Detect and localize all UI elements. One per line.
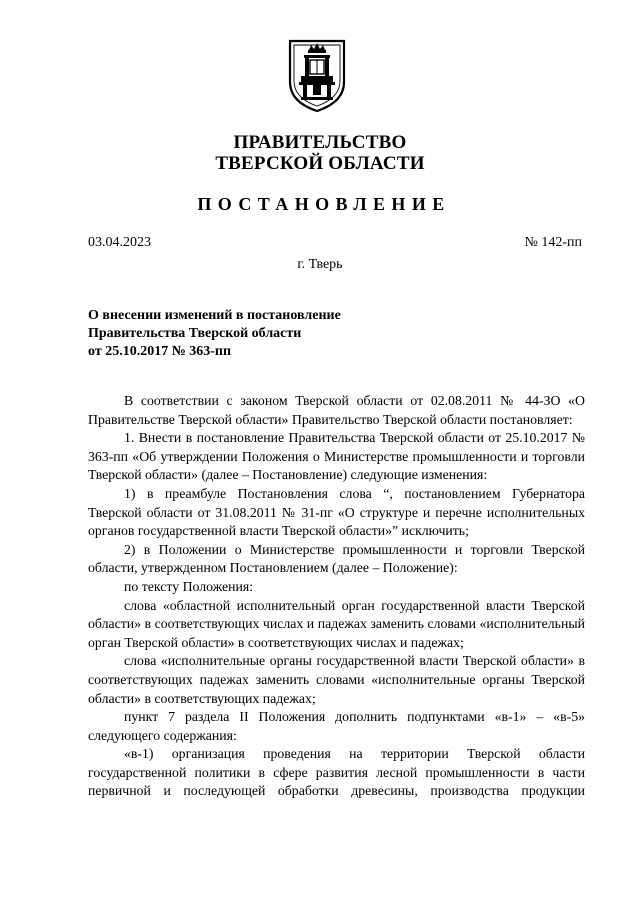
body-paragraph-text-scope: по тексту Положения: [124, 578, 254, 594]
document-date: 03.04.2023 [88, 235, 151, 250]
body-paragraph-add-subitems: пункт 7 раздела II Положения дополнить подпунктами «в-1» – «в-5» следующего содержания: [88, 709, 585, 743]
body-paragraph-preamble: В соответствии с законом Тверской области от 02.08.2011 № 44-ЗО «О Правительстве Тверской области» Правительство Тверской области постановляет: [88, 393, 585, 427]
subject-line-1: О внесении изменений в постановление [88, 308, 341, 323]
body-paragraph-subitem-2: 2) в Положении о Министерстве промышленности и торговли Тверской области, утвержденном Постановлением (далее – Положение): [88, 541, 585, 576]
document-type-title: ПОСТАНОВЛЕНИЕ [197, 194, 451, 214]
government-name-line2: ТВЕРСКОЙ ОБЛАСТИ [215, 153, 425, 174]
body-paragraph-replace-2: слова «исполнительные органы государственной власти Тверской области» в соответствующих падежах заменить словами «исполнительные органы Тверской области» в соответствующих падежах; [88, 653, 585, 706]
body-paragraph-replace-1: слова «областной исполнительный орган государственной власти Тверской области» в соответствующих числах и падежах заменить словами «исполнительный орган Тверской области» в соответствующих числах и падежах; [88, 597, 585, 650]
body-paragraph-subitem-1: 1) в преамбуле Постановления слова “, постановлением Губернатора Тверской области от 31.08.2011 № 31-пг «О структуре и перечне исполнительных органов государственной власти Тверской области»” исключить; [88, 485, 585, 539]
government-name-line1: ПРАВИТЕЛЬСТВО [233, 132, 407, 153]
body-paragraph-item-1: 1. Внести в постановление Правительства Тверской области от 25.10.2017 № 363-пп «Об утверждении Положения о Министерстве промышленности и торговли Тверской области» (далее – Постановление) следующие изменения: [88, 430, 585, 483]
body-paragraph-subitem-v1: «в-1) организация проведения на территории Тверской области государственной политики в сфере развития лесной промышленности в части первичной и последующей обработки древесины, производства продукции [88, 746, 585, 799]
subject-line-2: Правительства Тверской области [88, 326, 302, 341]
document-number: № 142-пп [524, 235, 582, 250]
subject-line-3: от 25.10.2017 № 363-пп [88, 344, 232, 359]
document-city: г. Тверь [297, 257, 343, 272]
tver-coat-of-arms-icon [286, 38, 348, 114]
document-body [88, 392, 585, 801]
document-subject [88, 307, 341, 361]
